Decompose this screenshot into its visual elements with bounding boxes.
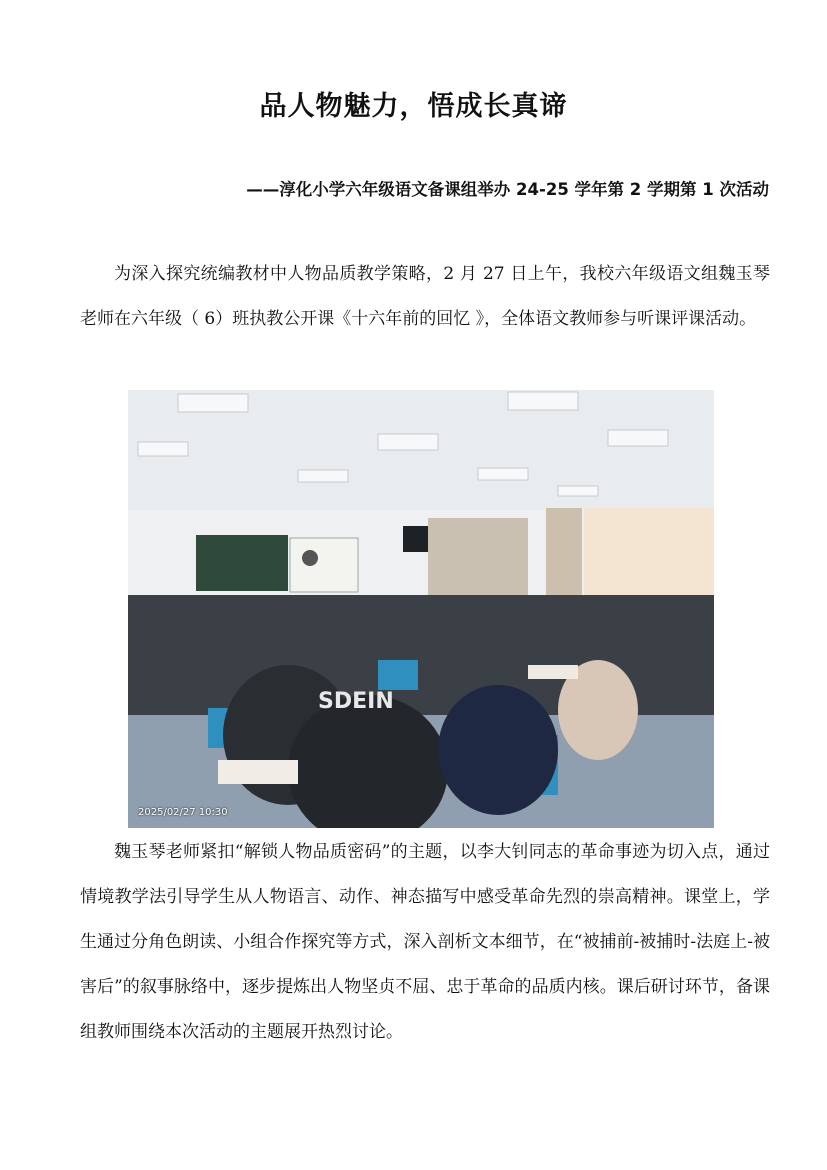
document-title: 品人物魅力，悟成长真谛: [259, 91, 568, 122]
document-subtitle: ——淳化小学六年级语文备课组举办 24-25 学年第 2 学期第 1 次活动: [246, 180, 769, 199]
classroom-scene: [128, 390, 714, 828]
jacket-print: SDEIN: [318, 689, 394, 714]
classroom-photo: [128, 390, 714, 828]
paragraph-intro: 为深入探究统编教材中人物品质教学策略，2 月 27 日上午，我校六年级语文组魏玉琴老师在六年级（ 6）班执教公开课《十六年前的回忆 》，全体语文教师参与听课评课活动。: [80, 264, 770, 329]
paragraph-body: 魏玉琴老师紧扣“解锁人物品质密码”的主题，以李大钊同志的革命事迹为切入点，通过情境教学法引导学生从人物语言、动作、神态描写中感受革命先烈的崇高精神。课堂上，学生通过分角色朗读、小组合作探究等方式，深入剖析文本细节，在“被捕前-被捕时-法庭上-被害后”的叙事脉络中，逐步提炼出人物坚贞不屈、忠于革命的品质内核。课后研讨环节，备课组教师围绕本次活动的主题展开热烈讨论。: [80, 842, 770, 1042]
photo-timestamp: 2025/02/27 10:30: [138, 807, 228, 818]
